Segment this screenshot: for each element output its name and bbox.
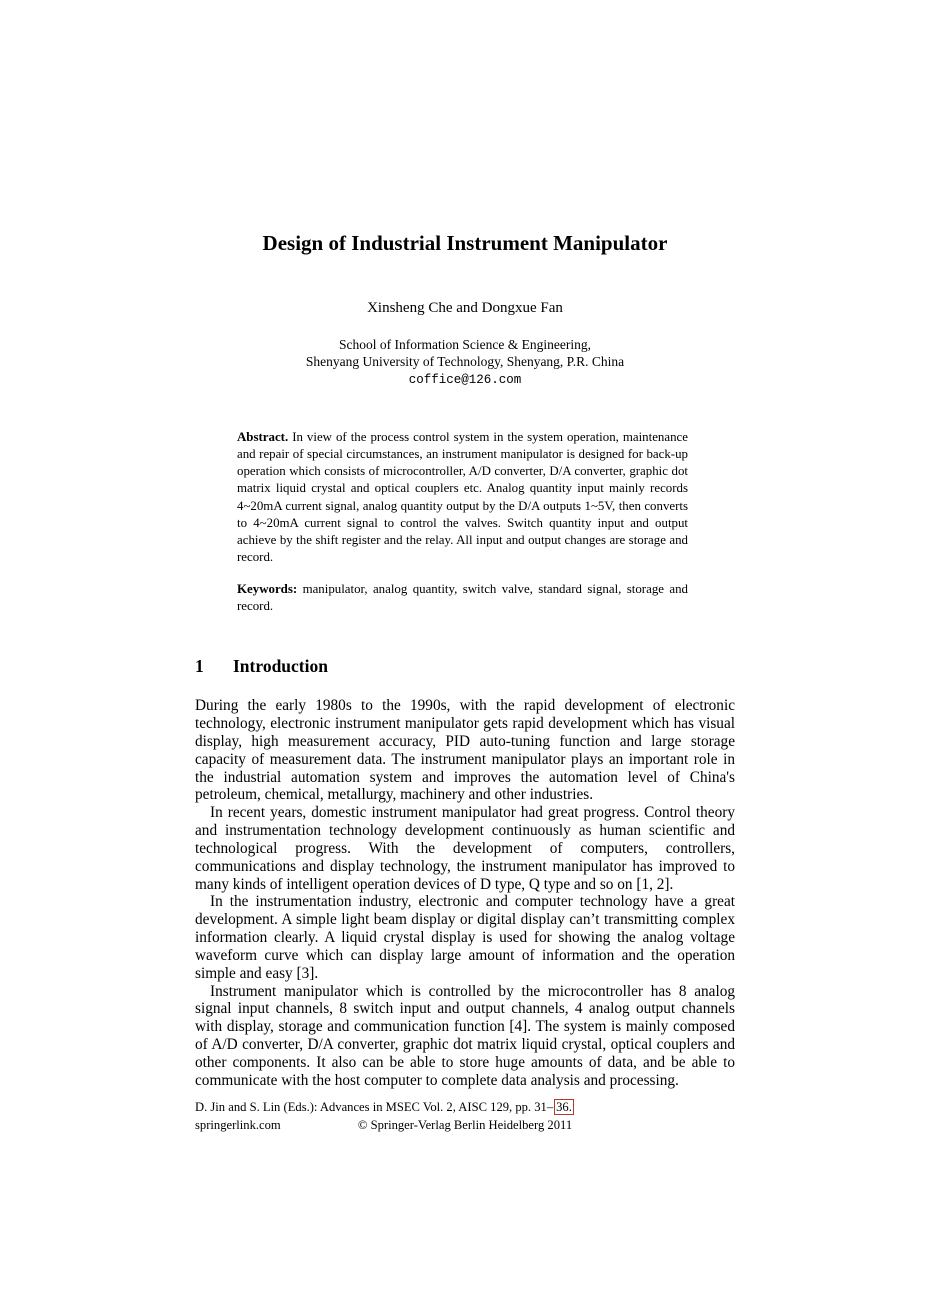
abstract-text: In view of the process control system in the system operation, maintenance and repair of special circumstances, an instrument manipulator is designed for back-up operation which consists of microcontroller, A/D converter, D/A converter, graphic dot matrix liquid crystal and optical couplers etc. Analog quantity input mainly records 4~20mA current signal, analog quantity output by the D/A outputs 1~5V, then converts to 4~20mA current signal to control the valves. Switch quantity input and output achieve by the shift register and the relay. All input and output changes are storage and record. [237,430,688,564]
footer-springerlink: springerlink.com [195,1118,281,1132]
footer-citation [195,1099,735,1115]
section-1-heading [195,656,735,677]
paper-page [195,0,735,1090]
paragraph: In recent years, domestic instrument manipulator had great progress. Control theory and instrumentation technology development continuously as human scientific and technological progress. With the development of computers, controllers, communications and display technology, the instrument manipulator has improved to many kinds of intelligent operation devices of D type, Q type and so on [1, 2]. [195,804,735,893]
section-1-title: Introduction [233,656,328,677]
footer-publisher-line [195,1117,735,1133]
paragraph: Instrument manipulator which is controlled by the microcontroller has 8 analog signal input channels, 8 switch input and output channels, 4 analog output channels with display, storage and communication function [4]. The system is mainly composed of A/D converter, D/A converter, graphic dot matrix liquid crystal, optical couplers and other components. It also can be able to store huge amounts of data, and be able to communicate with the host computer to complete data analysis and processing. [195,982,735,1089]
section-1-body [195,697,735,1090]
keywords-label: Keywords: [237,581,298,596]
section-1-number: 1 [195,656,204,677]
affiliation-line-1: School of Information Science & Engineering, [339,337,591,353]
page-footer [195,1099,735,1133]
author-email: coffice@126.com [408,373,522,388]
paragraph: In the instrumentation industry, electronic and computer technology have a great development. A simple light beam display or digital display can’t transmitting complex information clearly. A liquid crystal display is used for showing the analog voltage waveform curve which can display large amount of information and the operation simple and easy [3]. [195,893,735,982]
abstract-label: Abstract. [237,430,289,445]
affiliation-line-2: Shenyang University of Technology, Shenyang, P.R. China [305,354,625,370]
footer-copyright: © Springer-Verlag Berlin Heidelberg 2011 [357,1118,573,1132]
page-range-link[interactable]: 36. [556,1100,572,1114]
footer-citation-text: D. Jin and S. Lin (Eds.): Advances in MSEC Vol. 2, AISC 129, pp. 31– [195,1100,554,1114]
abstract-block [237,429,688,566]
paper-title: Design of Industrial Instrument Manipulator [262,231,668,255]
paper-affiliation [195,336,735,389]
keywords-block [237,581,688,615]
paragraph: During the early 1980s to the 1990s, with the rapid development of electronic technology, electronic instrument manipulator gets rapid development which has visual display, high measurement accuracy, PID auto-tuning function and large storage capacity of measurement data. The instrument manipulator plays an important role in the industrial automation system and improves the automation level of China's petroleum, chemical, metallurgy, machinery and other industries. [195,697,735,804]
paper-authors: Xinsheng Che and Dongxue Fan [367,300,563,317]
keywords-text: manipulator, analog quantity, switch valve, standard signal, storage and record. [237,581,688,614]
